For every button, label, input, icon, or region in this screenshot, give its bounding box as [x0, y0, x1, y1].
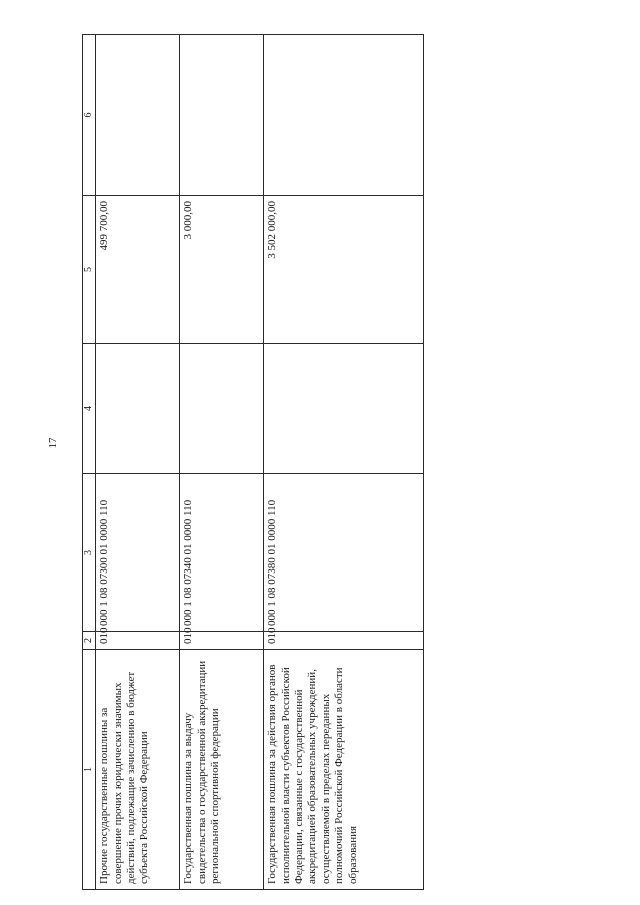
- revenue-name-cell: Государственная пошлина за выдачу свидетельства о государственной аккредитации региональной спортивной федерации: [180, 650, 264, 890]
- column-header-2: 2: [83, 632, 96, 650]
- rotated-table-wrapper: [82, 35, 424, 890]
- column-4-cell: [264, 344, 424, 474]
- column-header-4: 4: [83, 344, 96, 474]
- budget-revenue-table: [82, 34, 424, 890]
- page-number: 17: [47, 437, 59, 449]
- revenue-name-cell: Прочие государственные пошлины за совершение прочих юридически значимых действий, подлежащие зачислению в бюджет субъекта Российской Федерации: [96, 650, 180, 890]
- kbk-code-cell: 000 1 08 07300 01 0000 110: [96, 474, 180, 632]
- column-header-6: 6: [83, 35, 96, 196]
- amount-cell: 499 700,00: [96, 196, 180, 344]
- table-header-row: [83, 35, 96, 890]
- table-row: [96, 35, 180, 890]
- revenue-name-cell: Государственная пошлина за действия органов исполнительной власти субъектов Российской Федерации, связанные с государственной аккредитацией образовательных учреждений, осуществляемой в пределах переданных полномочий Российской Федерации в области образования: [264, 650, 424, 890]
- admin-code-cell: 010: [96, 632, 180, 650]
- amount-cell: 3 502 000,00: [264, 196, 424, 344]
- kbk-code-cell: 000 1 08 07380 01 0000 110: [264, 474, 424, 632]
- table-row: [180, 35, 264, 890]
- admin-code-cell: 010: [264, 632, 424, 650]
- column-6-cell: [264, 35, 424, 196]
- column-header-5: 5: [83, 196, 96, 344]
- column-4-cell: [180, 344, 264, 474]
- table-row: [264, 35, 424, 890]
- column-header-1: 1: [83, 650, 96, 890]
- admin-code-cell: 010: [180, 632, 264, 650]
- column-header-3: 3: [83, 474, 96, 632]
- amount-cell: 3 000,00: [180, 196, 264, 344]
- column-6-cell: [96, 35, 180, 196]
- kbk-code-cell: 000 1 08 07340 01 0000 110: [180, 474, 264, 632]
- column-6-cell: [180, 35, 264, 196]
- column-4-cell: [96, 344, 180, 474]
